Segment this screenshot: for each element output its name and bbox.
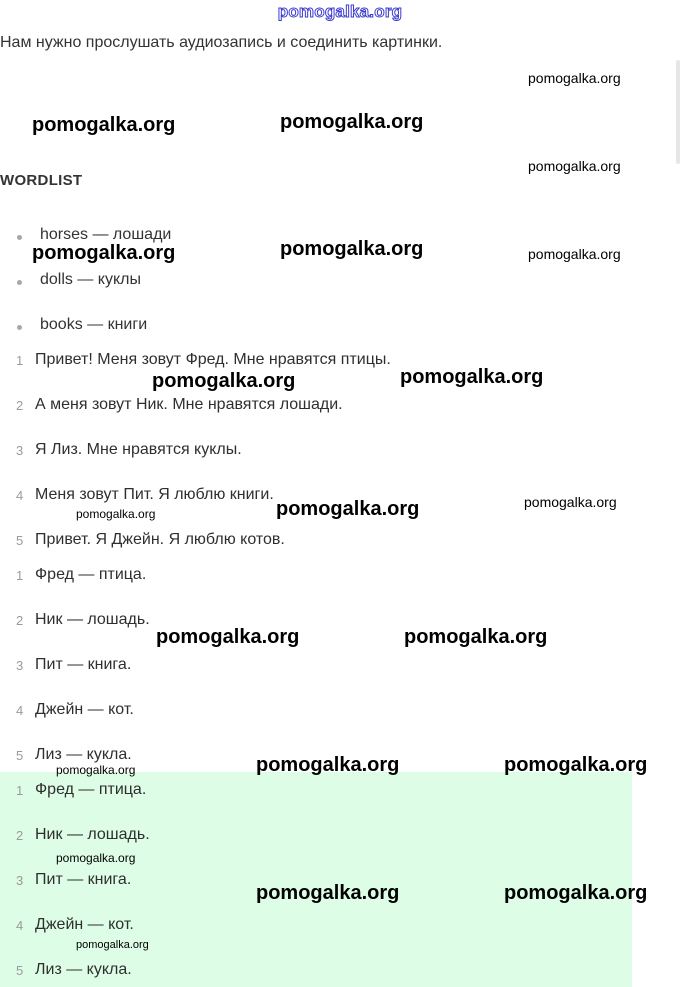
watermark: pomogalka.org <box>56 851 136 865</box>
transcript-line: Привет. Я Джейн. Я люблю котов. <box>35 531 285 548</box>
line-number: 4 <box>16 703 24 718</box>
watermark: pomogalka.org <box>276 498 420 520</box>
match-line: Фред — птица. <box>35 566 147 583</box>
line-number: 1 <box>16 783 24 798</box>
line-number: 3 <box>16 658 24 673</box>
answer-line: Ник — лошадь. <box>35 826 150 843</box>
watermark: pomogalka.org <box>156 626 300 648</box>
intro-text: Нам нужно прослушать аудиозапись и соединить картинки. <box>0 34 443 51</box>
answer-line: Пит — книга. <box>35 871 132 888</box>
wordlist-title: WORDLIST <box>0 172 83 189</box>
watermark: pomogalka.org <box>504 882 648 904</box>
answer-line: Джейн — кот. <box>35 916 134 933</box>
line-number: 5 <box>16 533 24 548</box>
answer-line: Лиз — кукла. <box>35 961 132 978</box>
wordlist-item: horses — лошади <box>40 226 172 243</box>
watermark: pomogalka.org <box>152 370 296 392</box>
watermark: pomogalka.org <box>256 882 400 904</box>
match-line: Пит — книга. <box>35 656 132 673</box>
line-number: 3 <box>16 873 24 888</box>
watermark: pomogalka.org <box>76 507 156 521</box>
watermark: pomogalka.org <box>528 246 621 262</box>
watermark: pomogalka.org <box>528 158 621 174</box>
line-number: 2 <box>16 398 24 413</box>
watermark: pomogalka.org <box>504 754 648 776</box>
match-line: Лиз — кукла. <box>35 746 132 763</box>
transcript-line: Привет! Меня зовут Фред. Мне нравятся птицы. <box>35 351 391 368</box>
watermark: pomogalka.org <box>528 70 621 86</box>
site-logo: pomogalka.org <box>277 2 403 21</box>
wordlist-item: dolls — куклы <box>40 271 141 288</box>
watermark: pomogalka.org <box>32 114 176 136</box>
line-number: 5 <box>16 748 24 763</box>
line-number: 1 <box>16 568 24 583</box>
watermark: pomogalka.org <box>400 366 544 388</box>
watermark: pomogalka.org <box>32 242 176 264</box>
bullet-icon <box>17 280 22 285</box>
watermark: pomogalka.org <box>524 494 617 510</box>
match-line: Джейн — кот. <box>35 701 134 718</box>
bullet-icon <box>17 325 22 330</box>
watermark: pomogalka.org <box>256 754 400 776</box>
line-number: 5 <box>16 963 24 978</box>
transcript-line: А меня зовут Ник. Мне нравятся лошади. <box>35 396 343 413</box>
wordlist-item: books — книги <box>40 316 148 333</box>
watermark: pomogalka.org <box>76 939 149 951</box>
match-line: Ник — лошадь. <box>35 611 150 628</box>
transcript-line: Меня зовут Пит. Я люблю книги. <box>35 486 274 503</box>
watermark: pomogalka.org <box>280 238 424 260</box>
line-number: 1 <box>16 353 24 368</box>
line-number: 3 <box>16 443 24 458</box>
scrollbar[interactable] <box>676 60 680 164</box>
line-number: 2 <box>16 613 24 628</box>
bullet-icon <box>17 235 22 240</box>
line-number: 2 <box>16 828 24 843</box>
line-number: 4 <box>16 488 24 503</box>
watermark: pomogalka.org <box>56 763 136 777</box>
answer-line: Фред — птица. <box>35 781 147 798</box>
watermark: pomogalka.org <box>404 626 548 648</box>
line-number: 4 <box>16 918 24 933</box>
watermark: pomogalka.org <box>280 111 424 133</box>
transcript-line: Я Лиз. Мне нравятся куклы. <box>35 441 242 458</box>
